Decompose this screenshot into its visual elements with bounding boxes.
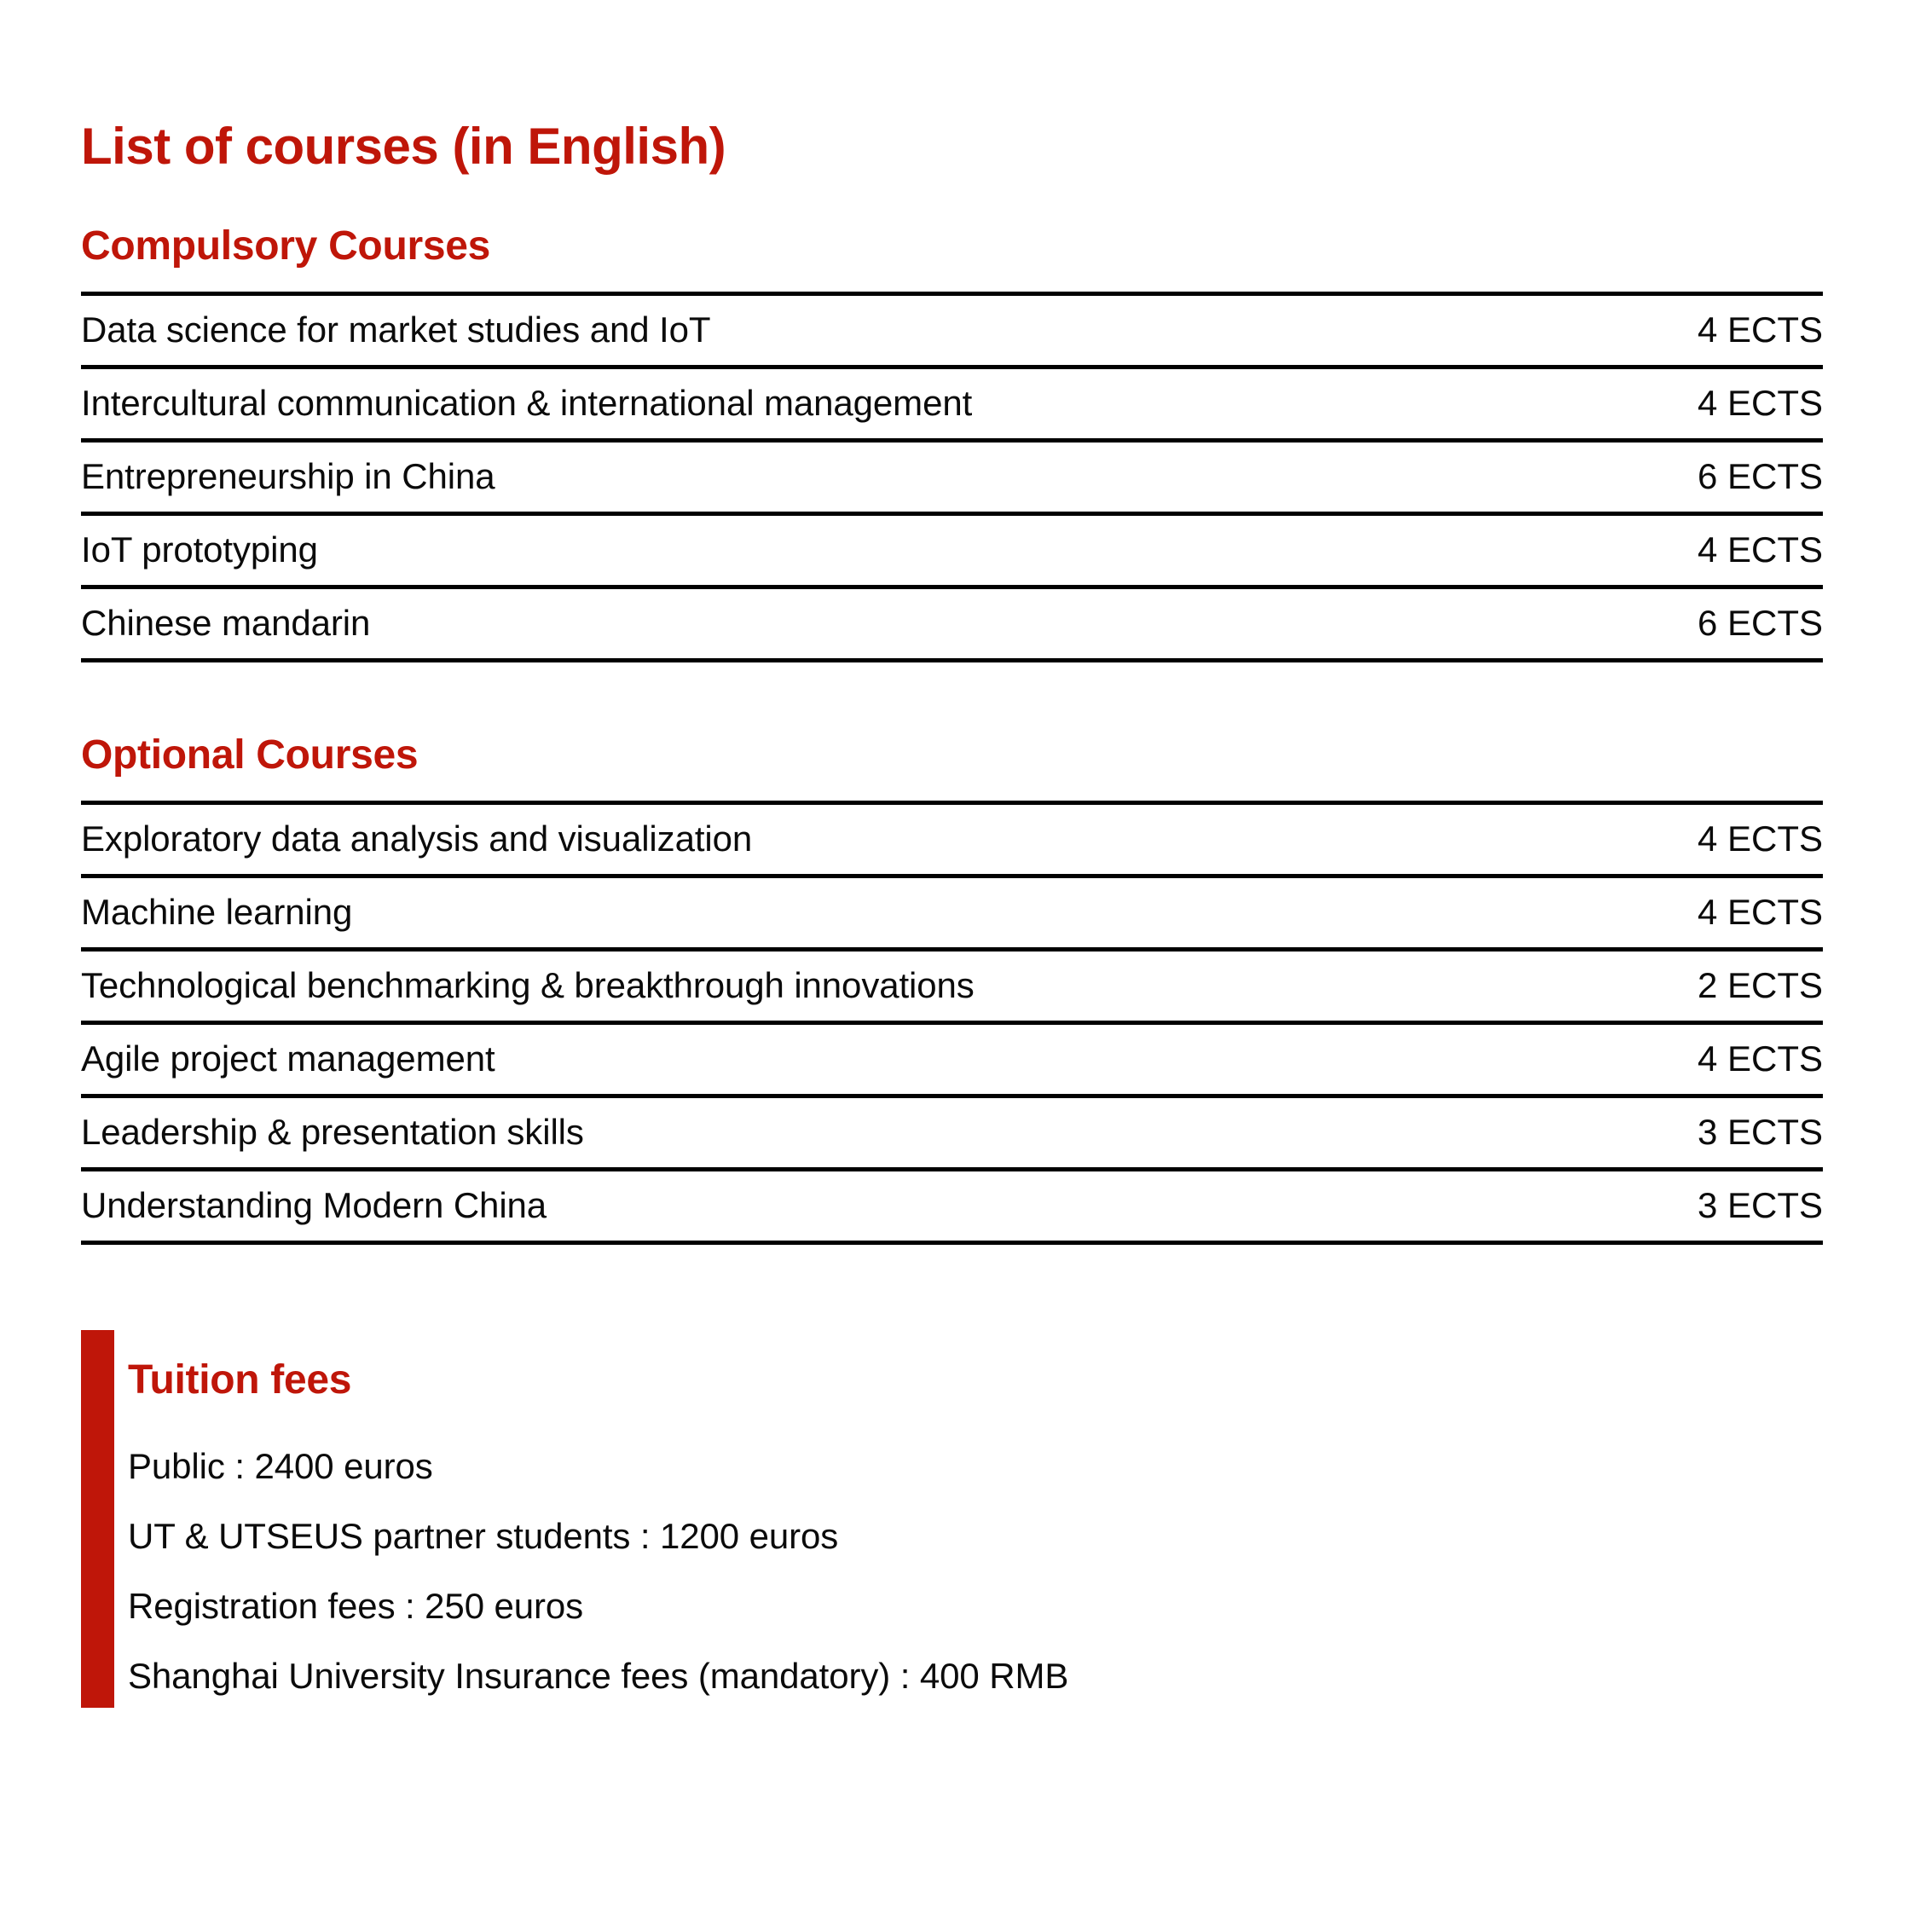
table-row bbox=[81, 1023, 1823, 1096]
optional-courses-body bbox=[81, 803, 1823, 1243]
table-row bbox=[81, 1170, 1823, 1243]
list-item: Public : 2400 euros bbox=[128, 1446, 433, 1486]
page-title: List of courses (in English) bbox=[81, 118, 726, 175]
course-credits: 3 ECTS bbox=[1567, 1170, 1823, 1243]
course-name: Exploratory data analysis and visualization bbox=[81, 803, 1567, 876]
tuition-fees-block bbox=[81, 1330, 1823, 1708]
course-credits: 4 ECTS bbox=[1567, 294, 1823, 367]
list-item: Shanghai University Insurance fees (mandatory) : 400 RMB bbox=[128, 1656, 1069, 1696]
table-row bbox=[81, 294, 1823, 367]
course-name: Leadership & presentation skills bbox=[81, 1096, 1567, 1170]
compulsory-courses-body bbox=[81, 294, 1823, 661]
course-credits: 4 ECTS bbox=[1567, 1023, 1823, 1096]
table-row bbox=[81, 514, 1823, 587]
table-row bbox=[81, 876, 1823, 950]
course-name: IoT prototyping bbox=[81, 514, 1567, 587]
course-credits: 3 ECTS bbox=[1567, 1096, 1823, 1170]
table-row bbox=[81, 1096, 1823, 1170]
list-item: UT & UTSEUS partner students : 1200 euros bbox=[128, 1516, 839, 1556]
course-name: Understanding Modern China bbox=[81, 1170, 1567, 1243]
table-row bbox=[81, 441, 1823, 514]
course-credits: 4 ECTS bbox=[1567, 514, 1823, 587]
course-name: Agile project management bbox=[81, 1023, 1567, 1096]
accent-bar bbox=[81, 1330, 114, 1708]
optional-courses-table bbox=[81, 801, 1823, 1245]
tuition-fees-list bbox=[128, 1446, 1823, 1696]
course-name: Intercultural communication & international management bbox=[81, 367, 1567, 441]
course-credits: 4 ECTS bbox=[1567, 367, 1823, 441]
tuition-fees-heading: Tuition fees bbox=[128, 1357, 352, 1403]
table-row bbox=[81, 587, 1823, 661]
table-row bbox=[81, 950, 1823, 1023]
course-credits: 6 ECTS bbox=[1567, 441, 1823, 514]
course-name: Machine learning bbox=[81, 876, 1567, 950]
course-credits: 6 ECTS bbox=[1567, 587, 1823, 661]
course-name: Chinese mandarin bbox=[81, 587, 1567, 661]
course-name: Entrepreneurship in China bbox=[81, 441, 1567, 514]
list-item: Registration fees : 250 euros bbox=[128, 1586, 584, 1626]
compulsory-courses-table bbox=[81, 292, 1823, 662]
course-credits: 2 ECTS bbox=[1567, 950, 1823, 1023]
course-credits: 4 ECTS bbox=[1567, 803, 1823, 876]
compulsory-courses-heading: Compulsory Courses bbox=[81, 223, 491, 269]
table-row bbox=[81, 367, 1823, 441]
table-row bbox=[81, 803, 1823, 876]
course-name: Technological benchmarking & breakthrough innovations bbox=[81, 950, 1567, 1023]
page-content bbox=[81, 0, 1823, 1708]
optional-courses-heading: Optional Courses bbox=[81, 732, 419, 778]
course-name: Data science for market studies and IoT bbox=[81, 294, 1567, 367]
course-credits: 4 ECTS bbox=[1567, 876, 1823, 950]
